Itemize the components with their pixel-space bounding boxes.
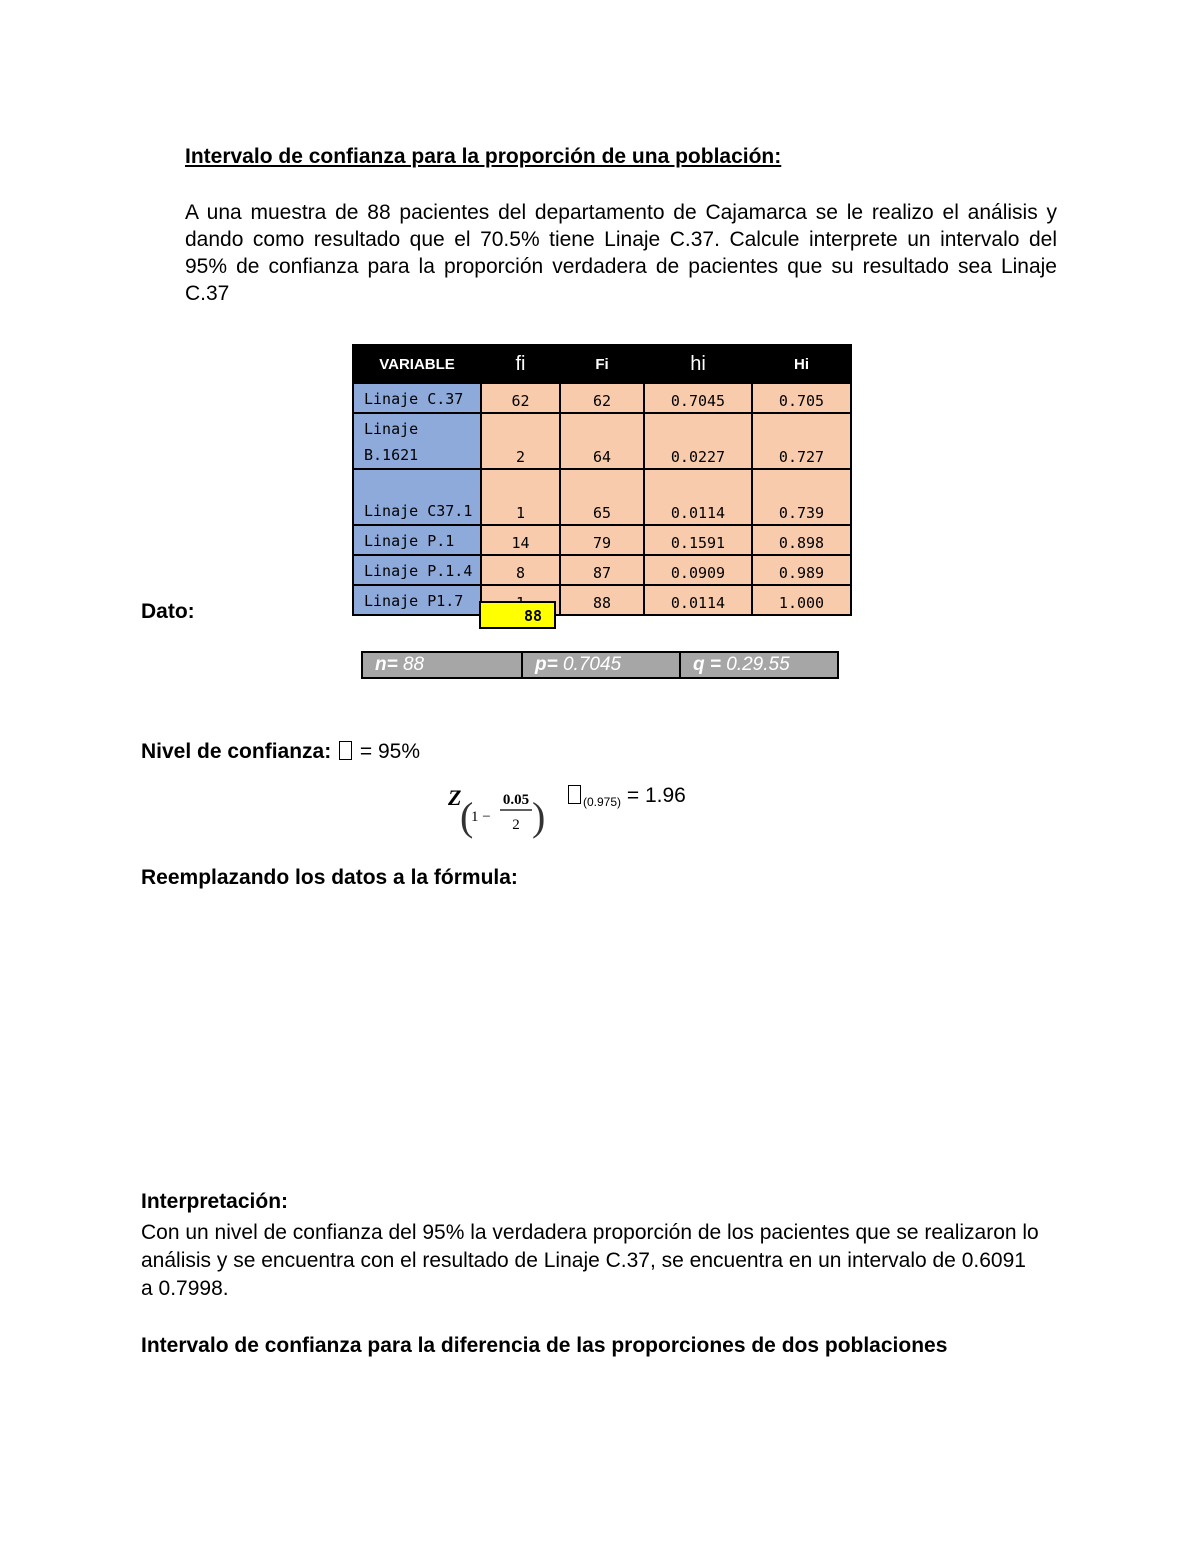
p-stat [523, 653, 681, 677]
z-result: = 1.96 [621, 784, 686, 807]
cell-variable: Linaje P1.7 [353, 585, 481, 615]
cell-hi: 0.0227 [644, 413, 752, 469]
interpretation-title: Interpretación: [141, 1190, 289, 1213]
cell-hi: 0.7045 [644, 383, 752, 413]
n-stat [363, 653, 523, 677]
n-label: n= [375, 654, 398, 675]
z-letter: Z [448, 785, 462, 810]
table-row [353, 469, 851, 525]
z-numerator: 0.05 [502, 792, 530, 808]
table-row [353, 585, 851, 615]
formula-heading: Reemplazando los datos a la fórmula: [141, 866, 518, 889]
cell-Hi: 1.000 [752, 585, 851, 615]
cell-fi: 1 [481, 469, 560, 525]
z-formula [446, 783, 546, 839]
table-row [353, 413, 851, 469]
cell-variable: Linaje C.37 [353, 383, 481, 413]
z-subscript: (0.975) [583, 795, 622, 809]
cell-Fi: 64 [560, 413, 644, 469]
cell-Fi: 88 [560, 585, 644, 615]
cell-hi: 0.1591 [644, 525, 752, 555]
n-value: 88 [397, 654, 425, 675]
problem-statement: A una muestra de 88 pacientes del departamento de Cajamarca se le realizo el análisis y dando como resultado que el 70.5% tiene Linaje C.37. Calcule interprete un intervalo del 95% de confianza para la proporción verdadera de pacientes que su resultado sea Linaje C.37 [185, 201, 1057, 305]
header-fi: fi [481, 345, 560, 383]
q-label: q = [693, 654, 721, 675]
cell-fi: 8 [481, 555, 560, 585]
z-value [566, 784, 686, 809]
cell-variable: Linaje B.1621 [353, 413, 481, 469]
cell-fi: 14 [481, 525, 560, 555]
cell-hi: 0.0909 [644, 555, 752, 585]
cell-fi: 62 [481, 383, 560, 413]
stats-row [361, 651, 839, 679]
confidence-label: Nivel de confianza: [141, 740, 332, 763]
cell-hi: 0.0114 [644, 585, 752, 615]
p-label: p= [535, 654, 558, 675]
q-value: 0.29.55 [720, 654, 790, 675]
cell-Hi: 0.705 [752, 383, 851, 413]
total-cell: 88 [479, 601, 556, 629]
table-row [353, 525, 851, 555]
dato-label: Dato: [141, 600, 195, 623]
paren-left: ( [460, 794, 474, 839]
missing-glyph-icon [568, 785, 581, 804]
cell-variable: Linaje P.1 [353, 525, 481, 555]
cell-Hi: 0.898 [752, 525, 851, 555]
header-Fi: Fi [560, 345, 644, 383]
q-stat [681, 653, 837, 677]
header-variable: VARIABLE [353, 345, 481, 383]
cell-Hi: 0.989 [752, 555, 851, 585]
confidence-value: = 95% [354, 740, 421, 763]
z-denominator: 2 [512, 817, 520, 833]
cell-Hi: 0.739 [752, 469, 851, 525]
interpretation-body: Con un nivel de confianza del 95% la verdadera proporción de los pacientes que se realizaron lo análisis y se encuentra con el resultado de Linaje C.37, se encuentra en un intervalo de 0.6091 a 0.7998. [141, 1221, 1039, 1300]
cell-Fi: 62 [560, 383, 644, 413]
cell-hi: 0.0114 [644, 469, 752, 525]
table-row [353, 383, 851, 413]
cell-Hi: 0.727 [752, 413, 851, 469]
table-row [353, 555, 851, 585]
cell-variable: Linaje C37.1 [353, 469, 481, 525]
paren-right: ) [532, 794, 546, 839]
cell-Fi: 87 [560, 555, 644, 585]
confidence-level [141, 740, 420, 764]
header-Hi: Hi [752, 345, 851, 383]
frequency-table [352, 344, 852, 616]
header-hi: hi [644, 345, 752, 383]
table-header-row [353, 345, 851, 383]
cell-Fi: 65 [560, 469, 644, 525]
section2-title: Intervalo de confianza para la diferencia de las proporciones de dos poblaciones [141, 1334, 948, 1357]
z-one: 1 − [471, 809, 491, 825]
cell-variable: Linaje P.1.4 [353, 555, 481, 585]
section-title: Intervalo de confianza para la proporción de una población: [185, 145, 782, 168]
cell-fi: 2 [481, 413, 560, 469]
missing-glyph-icon [339, 741, 352, 760]
p-value: 0.7045 [557, 654, 622, 675]
cell-Fi: 79 [560, 525, 644, 555]
